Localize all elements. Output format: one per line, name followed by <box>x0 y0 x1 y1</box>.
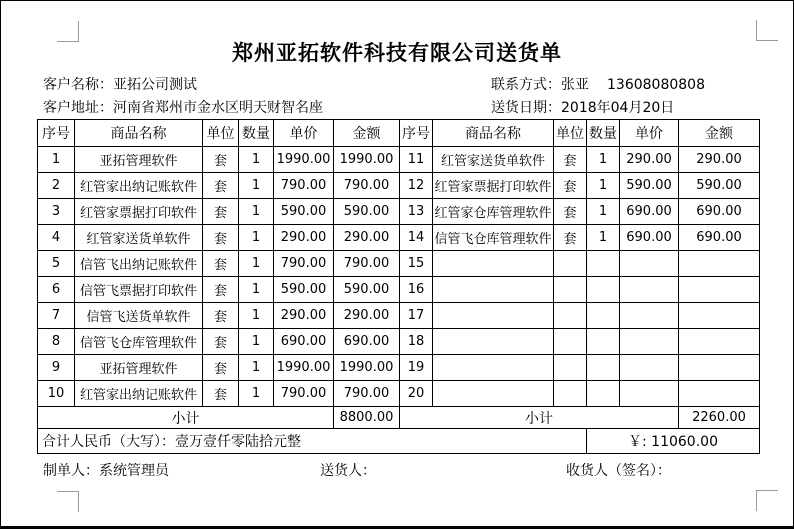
cell <box>587 251 620 277</box>
cell: 红管家送货单软件 <box>433 147 554 173</box>
cell: 790.00 <box>274 381 334 407</box>
cell: 1 <box>239 277 274 303</box>
cell <box>587 329 620 355</box>
cell: 8 <box>38 329 75 355</box>
cell: 13 <box>400 199 433 225</box>
table-row <box>38 381 760 407</box>
table-row <box>38 277 760 303</box>
customer-name-label: 客户名称： <box>43 77 113 93</box>
table-row <box>38 147 760 173</box>
cell <box>587 355 620 381</box>
cell: 1 <box>239 355 274 381</box>
customer-name-value: 亚拓公司测试 <box>113 77 197 93</box>
cell <box>433 303 554 329</box>
cell <box>679 251 760 277</box>
cell: 1 <box>239 303 274 329</box>
cell: 9 <box>38 355 75 381</box>
cell: 790.00 <box>334 381 400 407</box>
cell <box>433 381 554 407</box>
cell <box>679 277 760 303</box>
cell: 套 <box>203 381 239 407</box>
receiver-field: 收货人（签名）： <box>566 463 671 479</box>
cell: 2 <box>38 173 75 199</box>
cell <box>554 251 587 277</box>
col-header-amount-right: 金额 <box>679 120 760 147</box>
cell <box>554 303 587 329</box>
subtotal-label-right: 小计 <box>400 407 679 429</box>
cell: 790.00 <box>274 173 334 199</box>
table-row <box>38 173 760 199</box>
subtotal-row <box>38 407 760 429</box>
cell: 290.00 <box>274 225 334 251</box>
subtotal-amount-right: 2260.00 <box>679 407 760 429</box>
cell: 16 <box>400 277 433 303</box>
deliverer-field: 送货人： <box>320 463 376 479</box>
cell <box>620 381 679 407</box>
cell: 290.00 <box>334 303 400 329</box>
col-header-unit-left: 单位 <box>203 120 239 147</box>
cell: 套 <box>203 147 239 173</box>
cell: 套 <box>203 277 239 303</box>
cell: 红管家仓库管理软件 <box>433 199 554 225</box>
cell: 590.00 <box>620 173 679 199</box>
cell: 信管飞送货单软件 <box>75 303 203 329</box>
contact-name-value: 张亚 <box>561 77 589 93</box>
cell: 18 <box>400 329 433 355</box>
cell: 1 <box>239 251 274 277</box>
cell: 套 <box>203 251 239 277</box>
col-header-unit-right: 单位 <box>554 120 587 147</box>
cell: 1 <box>239 147 274 173</box>
cell <box>587 381 620 407</box>
cell: 590.00 <box>334 199 400 225</box>
items-table-body <box>38 147 760 407</box>
table-row <box>38 355 760 381</box>
cell <box>554 381 587 407</box>
cell: 1 <box>239 329 274 355</box>
total-row <box>38 429 760 454</box>
print-corner-mark-bottom-right <box>756 490 778 511</box>
table-row <box>38 225 760 251</box>
col-header-qty-left: 数量 <box>239 120 274 147</box>
cell: 5 <box>38 251 75 277</box>
customer-address-line <box>43 97 323 117</box>
cell: 590.00 <box>274 277 334 303</box>
cell: 1 <box>239 173 274 199</box>
cell <box>620 303 679 329</box>
cell: 690.00 <box>620 199 679 225</box>
cell: 790.00 <box>274 251 334 277</box>
cell <box>433 355 554 381</box>
customer-address-value: 河南省郑州市金水区明天财智名座 <box>113 100 323 116</box>
cell: 690.00 <box>679 225 760 251</box>
cell: 信管飞仓库管理软件 <box>75 329 203 355</box>
cell <box>554 355 587 381</box>
cell: 套 <box>554 225 587 251</box>
cell: 1 <box>587 225 620 251</box>
cell <box>679 329 760 355</box>
cell <box>620 355 679 381</box>
cell <box>587 303 620 329</box>
cell: 790.00 <box>334 251 400 277</box>
cell: 17 <box>400 303 433 329</box>
cell <box>620 277 679 303</box>
cell: 信管飞票据打印软件 <box>75 277 203 303</box>
cell: 套 <box>554 173 587 199</box>
cell: 11 <box>400 147 433 173</box>
col-header-product-left: 商品名称 <box>75 120 203 147</box>
cell: 12 <box>400 173 433 199</box>
cell: 1990.00 <box>274 147 334 173</box>
table-row <box>38 303 760 329</box>
col-header-product-right: 商品名称 <box>433 120 554 147</box>
cell: 红管家票据打印软件 <box>433 173 554 199</box>
table-row <box>38 329 760 355</box>
cell <box>620 329 679 355</box>
cell: 红管家出纳记账软件 <box>75 381 203 407</box>
cell: 红管家送货单软件 <box>75 225 203 251</box>
contact-line <box>491 74 705 94</box>
col-header-price-left: 单价 <box>274 120 334 147</box>
cell: 20 <box>400 381 433 407</box>
cell: 15 <box>400 251 433 277</box>
cell: 690.00 <box>620 225 679 251</box>
cell: 1 <box>38 147 75 173</box>
table-row <box>38 251 760 277</box>
preparer-label: 制单人： <box>43 463 99 479</box>
cell: 790.00 <box>334 173 400 199</box>
cell: 套 <box>554 199 587 225</box>
page-title: 郑州亚拓软件科技有限公司送货单 <box>232 41 562 65</box>
cell: 290.00 <box>679 147 760 173</box>
cell: 7 <box>38 303 75 329</box>
col-header-price-right: 单价 <box>620 120 679 147</box>
cell: 亚拓管理软件 <box>75 355 203 381</box>
cell: 信管飞出纳记账软件 <box>75 251 203 277</box>
cell <box>679 355 760 381</box>
cell: 1 <box>587 199 620 225</box>
table-row <box>38 199 760 225</box>
cell: 1 <box>587 147 620 173</box>
col-header-seq-right: 序号 <box>400 120 433 147</box>
cell: 套 <box>203 173 239 199</box>
print-corner-mark-bottom-left <box>57 491 79 512</box>
delivery-date-value: 2018年04月20日 <box>561 100 675 116</box>
col-header-amount-left: 金额 <box>334 120 400 147</box>
col-header-seq-left: 序号 <box>38 120 75 147</box>
delivery-date-label: 送货日期： <box>491 100 561 116</box>
cell <box>679 303 760 329</box>
cell: 红管家出纳记账软件 <box>75 173 203 199</box>
cell: 套 <box>554 147 587 173</box>
cell: 590.00 <box>334 277 400 303</box>
cell <box>433 251 554 277</box>
cell: 套 <box>203 303 239 329</box>
delivery-date-line <box>491 97 674 117</box>
cell <box>433 277 554 303</box>
cell <box>587 277 620 303</box>
cell: 1 <box>587 173 620 199</box>
total-in-words <box>38 429 587 454</box>
subtotal-label-left: 小计 <box>38 407 334 429</box>
cell: 亚拓管理软件 <box>75 147 203 173</box>
cell: 1990.00 <box>334 147 400 173</box>
table-header-row <box>38 120 760 147</box>
cell: 690.00 <box>334 329 400 355</box>
cell: 690.00 <box>274 329 334 355</box>
cell: 1 <box>239 199 274 225</box>
cell <box>433 329 554 355</box>
total-words-value: 壹万壹仟零陆拾元整 <box>175 434 301 450</box>
contact-phone-value: 13608080808 <box>607 77 705 93</box>
subtotal-amount-left: 8800.00 <box>334 407 400 429</box>
cell <box>554 277 587 303</box>
cell: 1990.00 <box>274 355 334 381</box>
cell: 套 <box>203 355 239 381</box>
cell: 套 <box>203 329 239 355</box>
cell <box>620 251 679 277</box>
cell: 590.00 <box>274 199 334 225</box>
cell: 14 <box>400 225 433 251</box>
cell: 套 <box>203 225 239 251</box>
cell: 1 <box>239 381 274 407</box>
cell: 290.00 <box>334 225 400 251</box>
preparer-field <box>43 460 169 480</box>
cell: 290.00 <box>620 147 679 173</box>
cell: 套 <box>203 199 239 225</box>
total-words-label: 合计人民币（大写）： <box>42 434 175 450</box>
cell: 690.00 <box>679 199 760 225</box>
customer-name-line <box>43 74 197 94</box>
cell: 4 <box>38 225 75 251</box>
total-amount: ￥: 11060.00 <box>587 429 760 454</box>
cell <box>679 381 760 407</box>
cell: 10 <box>38 381 75 407</box>
preparer-value: 系统管理员 <box>99 463 169 479</box>
contact-label: 联系方式： <box>491 77 561 93</box>
cell: 3 <box>38 199 75 225</box>
cell: 1990.00 <box>334 355 400 381</box>
col-header-qty-right: 数量 <box>587 120 620 147</box>
cell <box>554 329 587 355</box>
customer-address-label: 客户地址： <box>43 100 113 116</box>
cell: 290.00 <box>274 303 334 329</box>
cell: 19 <box>400 355 433 381</box>
cell: 1 <box>239 225 274 251</box>
cell: 红管家票据打印软件 <box>75 199 203 225</box>
cell: 6 <box>38 277 75 303</box>
cell: 590.00 <box>679 173 760 199</box>
items-table <box>37 119 760 454</box>
cell: 信管飞仓库管理软件 <box>433 225 554 251</box>
